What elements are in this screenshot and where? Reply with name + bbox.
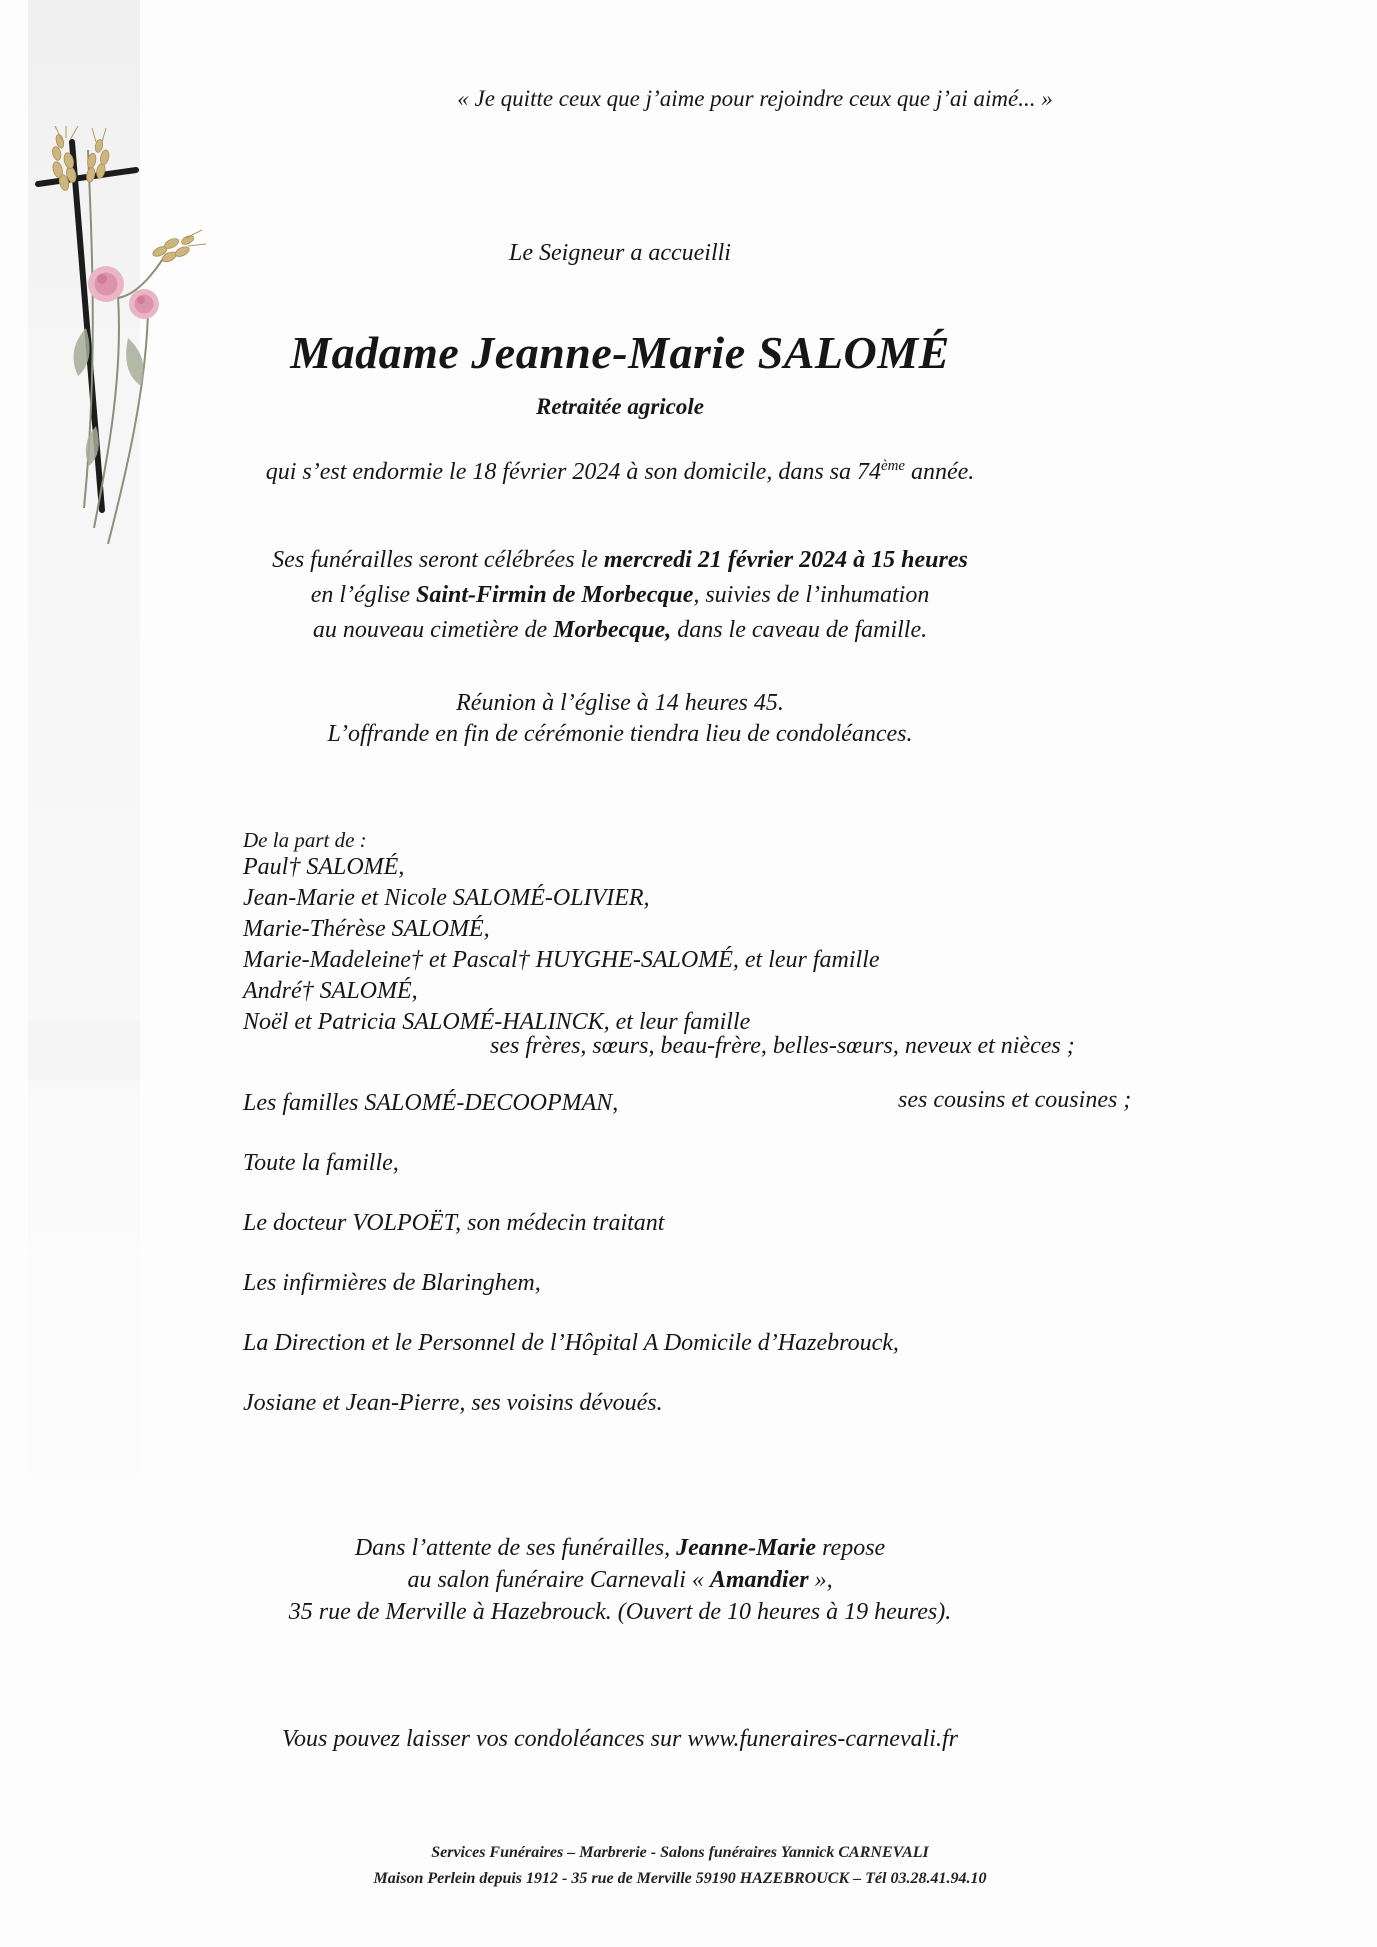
church-name-bold: Saint-Firmin de Morbecque — [415, 582, 694, 608]
funeral-l2-text: en l’église — [310, 582, 416, 608]
funeral-date-bold: mercredi 21 février 2024 à 15 heures — [603, 547, 968, 573]
funeral-line-3 — [180, 613, 1060, 648]
first-name-bold: Jeanne-Marie — [676, 1535, 817, 1561]
family-name: Jean-Marie et Nicole SALOMÉ-OLIVIER, — [243, 885, 650, 911]
mourner-line: Les infirmières de Blaringhem, — [243, 1270, 541, 1296]
repose-line-1 — [180, 1532, 1060, 1564]
wheat-ears — [45, 132, 199, 267]
funeral-l3-end: dans le caveau de famille. — [671, 617, 928, 643]
mourner-line: Toute la famille, — [243, 1150, 399, 1176]
repose-line-2 — [180, 1564, 1060, 1596]
ordinal-superscript: ème — [881, 458, 905, 474]
cousins-line: ses cousins et cousines ; — [898, 1087, 1132, 1113]
repose-l2-end: », — [808, 1567, 833, 1593]
death-text-end: année. — [904, 459, 975, 485]
meeting-line-1: Réunion à l’église à 14 heures 45. — [456, 690, 784, 716]
death-text: qui s’est endormie le 18 février 2024 à son domicile, dans sa 74 — [265, 459, 881, 485]
death-announcement — [180, 458, 1060, 486]
mourner-line: Josiane et Jean-Pierre, ses voisins dévoués. — [243, 1390, 663, 1416]
salon-name-bold: Amandier — [709, 1567, 809, 1593]
footer-line-2: Maison Perlein depuis 1912 - 35 rue de Merville 59190 HAZEBROUCK – Tél 03.28.41.94.10 — [373, 1870, 987, 1887]
epitaph-quote: « Je quitte ceux que j’aime pour rejoindre ceux que j’ai aimé... » — [457, 86, 1053, 111]
repose-l1-end: repose — [816, 1535, 886, 1561]
families-line: Les familles SALOMÉ-DECOOPMAN, — [243, 1090, 619, 1116]
family-name: André† SALOMÉ, — [243, 978, 418, 1004]
funeral-details — [180, 543, 1060, 648]
footer — [280, 1840, 1080, 1892]
from-label: De la part de : — [243, 828, 367, 852]
condolences-line: Vous pouvez laisser vos condoléances sur www.funeraires-carnevali.fr — [282, 1726, 958, 1752]
deceased-occupation: Retraitée agricole — [536, 394, 704, 419]
relations-line: ses frères, sœurs, beau-frère, belles-sœurs, neveux et nièces ; — [490, 1033, 1075, 1059]
meeting-details — [180, 688, 1060, 750]
deceased-name: Madame Jeanne-Marie SALOMÉ — [290, 327, 950, 378]
funeral-line-2 — [180, 578, 1060, 613]
flower-stems — [84, 150, 166, 544]
pink-roses — [88, 266, 159, 319]
footer-line-1: Services Funéraires – Marbrerie - Salons funéraires Yannick CARNEVALI — [431, 1844, 929, 1861]
scan-artifact-patch — [28, 1020, 140, 1080]
repose-l2-text: au salon funéraire Carnevali « — [407, 1567, 710, 1593]
mourner-line: Le docteur VOLPOËT, son médecin traitant — [243, 1210, 665, 1236]
family-name: Marie-Madeleine† et Pascal† HUYGHE-SALOMÉ, et leur famille — [243, 947, 880, 973]
repose-l1-text: Dans l’attente de ses funérailles, — [354, 1535, 677, 1561]
funeral-l1-text: Ses funérailles seront célébrées le — [272, 547, 604, 573]
family-name: Marie-Thérèse SALOMÉ, — [243, 916, 490, 942]
cemetery-name-bold: Morbecque, — [553, 617, 672, 643]
repose-line-3: 35 rue de Merville à Hazebrouck. (Ouvert de 10 heures à 19 heures). — [288, 1599, 952, 1625]
family-name: Noël et Patricia SALOMÉ-HALINCK, et leur famille — [243, 1009, 751, 1035]
funeral-l2-end: , suivies de l’inhumation — [693, 582, 930, 608]
mourner-line: La Direction et le Personnel de l’Hôpital A Domicile d’Hazebrouck, — [243, 1330, 899, 1356]
family-name: Paul† SALOMÉ, — [243, 854, 405, 880]
funeral-line-1 — [180, 543, 1060, 578]
meeting-line-2: L’offrande en fin de cérémonie tiendra lieu de condoléances. — [327, 721, 913, 747]
funeral-l3-text: au nouveau cimetière de — [312, 617, 554, 643]
repose-details — [180, 1532, 1060, 1628]
family-names-list — [243, 852, 880, 1038]
intro-line: Le Seigneur a accueilli — [509, 240, 731, 266]
